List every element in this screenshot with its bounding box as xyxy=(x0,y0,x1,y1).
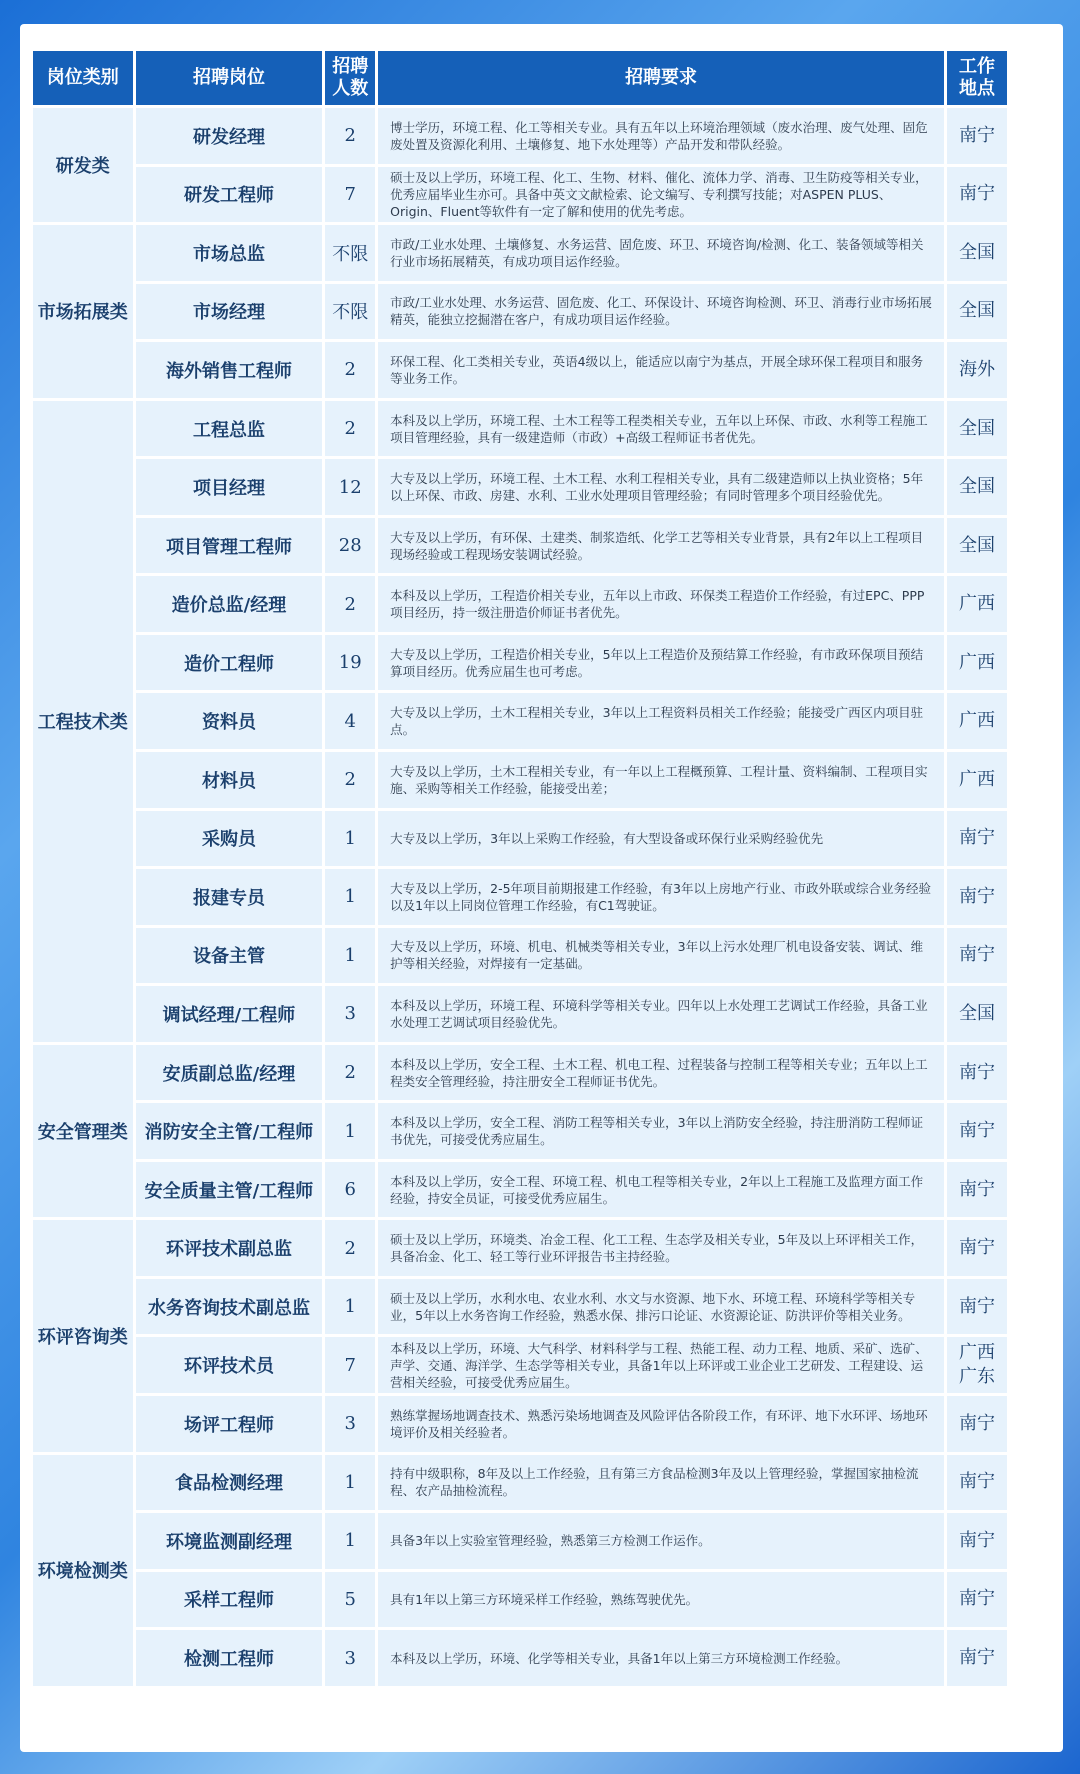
position-cell: 环境监测副经理 xyxy=(136,1513,323,1569)
table-row xyxy=(33,108,1007,164)
position-cell: 安全质量主管/工程师 xyxy=(136,1162,323,1218)
category-cell: 工程技术类 xyxy=(33,401,133,1042)
count-cell: 2 xyxy=(325,401,375,457)
count-cell: 2 xyxy=(325,752,375,808)
requirement-cell: 大专及以上学历，工程造价相关专业，5年以上工程造价及预结算工作经验，有市政环保项目预结算项目经历。优秀应届生也可考虑。 xyxy=(378,635,944,691)
requirement-cell: 具备3年以上实验室管理经验，熟悉第三方检测工作运作。 xyxy=(378,1513,944,1569)
count-cell: 1 xyxy=(325,869,375,925)
position-cell: 报建专员 xyxy=(136,869,323,925)
location-cell: 南宁 xyxy=(947,928,1007,984)
count-cell: 7 xyxy=(325,167,375,223)
table-row xyxy=(33,1045,1007,1101)
location-cell: 广西 xyxy=(947,576,1007,632)
requirement-cell: 博士学历，环境工程、化工等相关专业。具有五年以上环境治理领域（废水治理、废气处理、固危废处置及资源化利用、土壤修复、地下水处理等）产品开发和带队经验。 xyxy=(378,108,944,164)
location-cell: 广西 xyxy=(947,693,1007,749)
header-category: 岗位类别 xyxy=(33,51,133,105)
count-cell: 1 xyxy=(325,1279,375,1335)
position-cell: 材料员 xyxy=(136,752,323,808)
requirement-cell: 具有1年以上第三方环境采样工作经验，熟练驾驶优先。 xyxy=(378,1572,944,1628)
position-cell: 工程总监 xyxy=(136,401,323,457)
count-cell: 19 xyxy=(325,635,375,691)
location-cell: 南宁 xyxy=(947,1572,1007,1628)
requirement-cell: 熟练掌握场地调查技术、熟悉污染场地调查及风险评估各阶段工作，有环评、地下水环评、场地环境评价及相关经验者。 xyxy=(378,1396,944,1452)
position-cell: 资料员 xyxy=(136,693,323,749)
requirement-cell: 大专及以上学历，2-5年项目前期报建工作经验，有3年以上房地产行业、市政外联或综合业务经验以及1年以上同岗位管理工作经验，有C1驾驶证。 xyxy=(378,869,944,925)
position-cell: 调试经理/工程师 xyxy=(136,986,323,1042)
count-cell: 28 xyxy=(325,518,375,574)
location-cell: 南宁 xyxy=(947,1045,1007,1101)
position-cell: 食品检测经理 xyxy=(136,1455,323,1511)
position-cell: 环评技术员 xyxy=(136,1337,323,1393)
table-row xyxy=(33,1513,1007,1569)
requirement-cell: 大专及以上学历，有环保、土建类、制浆造纸、化学工艺等相关专业背景，具有2年以上工程项目现场经验或工程现场安装调试经验。 xyxy=(378,518,944,574)
count-cell: 4 xyxy=(325,693,375,749)
count-cell: 12 xyxy=(325,459,375,515)
requirement-cell: 本科及以上学历，安全工程、环境工程、机电工程等相关专业，2年以上工程施工及监理方面工作经验，持安全员证，可接受优秀应届生。 xyxy=(378,1162,944,1218)
position-cell: 检测工程师 xyxy=(136,1630,323,1686)
recruitment-table xyxy=(30,48,1010,1689)
count-cell: 6 xyxy=(325,1162,375,1218)
table-row xyxy=(33,576,1007,632)
location-cell: 广西 xyxy=(947,752,1007,808)
table-row xyxy=(33,284,1007,340)
position-cell: 水务咨询技术副总监 xyxy=(136,1279,323,1335)
count-cell: 2 xyxy=(325,1045,375,1101)
location-cell: 南宁 xyxy=(947,1220,1007,1276)
location-cell: 南宁 xyxy=(947,811,1007,867)
table-row xyxy=(33,928,1007,984)
requirement-cell: 本科及以上学历，环境工程、环境科学等相关专业。四年以上水处理工艺调试工作经验，具备工业水处理工艺调试项目经验优先。 xyxy=(378,986,944,1042)
location-cell: 南宁 xyxy=(947,1630,1007,1686)
position-cell: 安质副总监/经理 xyxy=(136,1045,323,1101)
table-row xyxy=(33,1162,1007,1218)
category-cell: 安全管理类 xyxy=(33,1045,133,1218)
position-cell: 环评技术副总监 xyxy=(136,1220,323,1276)
location-cell: 全国 xyxy=(947,459,1007,515)
requirement-cell: 大专及以上学历，土木工程相关专业，3年以上工程资料员相关工作经验；能接受广西区内项目驻点。 xyxy=(378,693,944,749)
count-cell: 5 xyxy=(325,1572,375,1628)
table-header-row xyxy=(33,51,1007,105)
location-cell: 全国 xyxy=(947,284,1007,340)
position-cell: 采购员 xyxy=(136,811,323,867)
location-cell: 南宁 xyxy=(947,1279,1007,1335)
requirement-cell: 本科及以上学历，环境、大气科学、材料科学与工程、热能工程、动力工程、地质、采矿、选矿、声学、交通、海洋学、生态学等相关专业，具备1年以上环评或工业企业工艺研发、工程建设、运营相关经验，可接受优秀应届生。 xyxy=(378,1337,944,1393)
count-cell: 1 xyxy=(325,1103,375,1159)
requirement-cell: 硕士及以上学历，环境工程、化工、生物、材料、催化、流体力学、消毒、卫生防疫等相关专业，优秀应届毕业生亦可。具备中英文文献检索、论文编写、专利撰写技能；对ASPEN PLUS、Origin、Fluent等软件有一定了解和使用的优先考虑。 xyxy=(378,167,944,223)
location-cell: 海外 xyxy=(947,342,1007,398)
count-cell: 1 xyxy=(325,811,375,867)
requirement-cell: 本科及以上学历，环境工程、土木工程等工程类相关专业，五年以上环保、市政、水利等工程施工项目管理经验，具有一级建造师（市政）+高级工程师证书者优先。 xyxy=(378,401,944,457)
header-location xyxy=(947,51,1007,105)
requirement-cell: 市政/工业水处理、土壤修复、水务运营、固危废、环卫、环境咨询/检测、化工、装备领域等相关行业市场拓展精英，有成功项目运作经验。 xyxy=(378,225,944,281)
location-cell: 南宁 xyxy=(947,108,1007,164)
header-count xyxy=(325,51,375,105)
count-cell: 3 xyxy=(325,1396,375,1452)
location-cell: 南宁 xyxy=(947,1162,1007,1218)
position-cell: 研发工程师 xyxy=(136,167,323,223)
location-cell: 全国 xyxy=(947,401,1007,457)
count-cell: 不限 xyxy=(325,284,375,340)
count-cell: 不限 xyxy=(325,225,375,281)
position-cell: 场评工程师 xyxy=(136,1396,323,1452)
category-cell: 研发类 xyxy=(33,108,133,222)
table-row xyxy=(33,811,1007,867)
requirement-cell: 大专及以上学历，3年以上采购工作经验，有大型设备或环保行业采购经验优先 xyxy=(378,811,944,867)
location-cell: 南宁 xyxy=(947,1396,1007,1452)
category-cell: 市场拓展类 xyxy=(33,225,133,398)
table-row xyxy=(33,1337,1007,1393)
count-cell: 2 xyxy=(325,576,375,632)
count-cell: 7 xyxy=(325,1337,375,1393)
requirement-cell: 本科及以上学历，安全工程、土木工程、机电工程、过程装备与控制工程等相关专业；五年以上工程类安全管理经验，持注册安全工程师证书优先。 xyxy=(378,1045,944,1101)
location-cell: 全国 xyxy=(947,986,1007,1042)
requirement-cell: 硕士及以上学历，环境类、冶金工程、化工工程、生态学及相关专业，5年及以上环评相关工作，具备冶金、化工、轻工等行业环评报告书主持经验。 xyxy=(378,1220,944,1276)
table-row xyxy=(33,752,1007,808)
count-cell: 1 xyxy=(325,1513,375,1569)
requirement-cell: 本科及以上学历，工程造价相关专业，五年以上市政、环保类工程造价工作经验，有过EPC、PPP项目经历，持一级注册造价师证书者优先。 xyxy=(378,576,944,632)
position-cell: 造价总监/经理 xyxy=(136,576,323,632)
table-row xyxy=(33,1103,1007,1159)
position-cell: 项目管理工程师 xyxy=(136,518,323,574)
position-cell: 设备主管 xyxy=(136,928,323,984)
table-row xyxy=(33,1220,1007,1276)
position-cell: 造价工程师 xyxy=(136,635,323,691)
position-cell: 项目经理 xyxy=(136,459,323,515)
requirement-cell: 本科及以上学历，安全工程、消防工程等相关专业，3年以上消防安全经验，持注册消防工程师证书优先，可接受优秀应届生。 xyxy=(378,1103,944,1159)
requirement-cell: 市政/工业水处理、水务运营、固危废、化工、环保设计、环境咨询检测、环卫、消毒行业市场拓展精英，能独立挖掘潜在客户，有成功项目运作经验。 xyxy=(378,284,944,340)
count-cell: 2 xyxy=(325,108,375,164)
requirement-cell: 大专及以上学历，环境、机电、机械类等相关专业，3年以上污水处理厂机电设备安装、调试、维护等相关经验，对焊接有一定基础。 xyxy=(378,928,944,984)
location-cell: 南宁 xyxy=(947,1455,1007,1511)
table-row xyxy=(33,401,1007,457)
count-cell: 3 xyxy=(325,986,375,1042)
position-cell: 市场总监 xyxy=(136,225,323,281)
category-cell: 环评咨询类 xyxy=(33,1220,133,1451)
table-row xyxy=(33,167,1007,223)
location-cell: 全国 xyxy=(947,225,1007,281)
table-row xyxy=(33,1396,1007,1452)
table-row xyxy=(33,1455,1007,1511)
position-cell: 研发经理 xyxy=(136,108,323,164)
location-cell: 广西 广东 xyxy=(947,1337,1007,1393)
requirement-cell: 环保工程、化工类相关专业，英语4级以上，能适应以南宁为基点，开展全球环保工程项目和服务等业务工作。 xyxy=(378,342,944,398)
position-cell: 采样工程师 xyxy=(136,1572,323,1628)
position-cell: 海外销售工程师 xyxy=(136,342,323,398)
requirement-cell: 本科及以上学历，环境、化学等相关专业，具备1年以上第三方环境检测工作经验。 xyxy=(378,1630,944,1686)
table-row xyxy=(33,693,1007,749)
table-row xyxy=(33,342,1007,398)
requirement-cell: 持有中级职称，8年及以上工作经验，且有第三方食品检测3年及以上管理经验，掌握国家抽检流程、农产品抽检流程。 xyxy=(378,1455,944,1511)
location-cell: 南宁 xyxy=(947,167,1007,223)
location-cell: 南宁 xyxy=(947,1513,1007,1569)
table-row xyxy=(33,986,1007,1042)
table-row xyxy=(33,518,1007,574)
count-cell: 2 xyxy=(325,1220,375,1276)
count-cell: 1 xyxy=(325,928,375,984)
requirement-cell: 大专及以上学历，环境工程、土木工程、水利工程相关专业，具有二级建造师以上执业资格；5年以上环保、市政、房建、水利、工业水处理项目管理经验；有同时管理多个项目经验优先。 xyxy=(378,459,944,515)
table-row xyxy=(33,869,1007,925)
header-position: 招聘岗位 xyxy=(136,51,323,105)
position-cell: 市场经理 xyxy=(136,284,323,340)
header-requirement: 招聘要求 xyxy=(378,51,944,105)
location-cell: 南宁 xyxy=(947,1103,1007,1159)
table-row xyxy=(33,1572,1007,1628)
location-cell: 全国 xyxy=(947,518,1007,574)
header-location-label: 工作地点 xyxy=(959,56,995,99)
category-cell: 环境检测类 xyxy=(33,1455,133,1686)
table-row xyxy=(33,459,1007,515)
requirement-cell: 硕士及以上学历，水利水电、农业水利、水文与水资源、地下水、环境工程、环境科学等相关专业，5年以上水务咨询工作经验，熟悉水保、排污口论证、水资源论证、防洪评价等相关业务。 xyxy=(378,1279,944,1335)
count-cell: 1 xyxy=(325,1455,375,1511)
count-cell: 2 xyxy=(325,342,375,398)
requirement-cell: 大专及以上学历，土木工程相关专业，有一年以上工程概预算、工程计量、资料编制、工程项目实施、采购等相关工作经验，能接受出差； xyxy=(378,752,944,808)
location-cell: 广西 xyxy=(947,635,1007,691)
table-row xyxy=(33,1279,1007,1335)
table-row xyxy=(33,635,1007,691)
table-body xyxy=(33,108,1007,1686)
header-count-label: 招聘人数 xyxy=(332,56,369,99)
location-cell: 南宁 xyxy=(947,869,1007,925)
table-row xyxy=(33,225,1007,281)
table-row xyxy=(33,1630,1007,1686)
position-cell: 消防安全主管/工程师 xyxy=(136,1103,323,1159)
count-cell: 3 xyxy=(325,1630,375,1686)
